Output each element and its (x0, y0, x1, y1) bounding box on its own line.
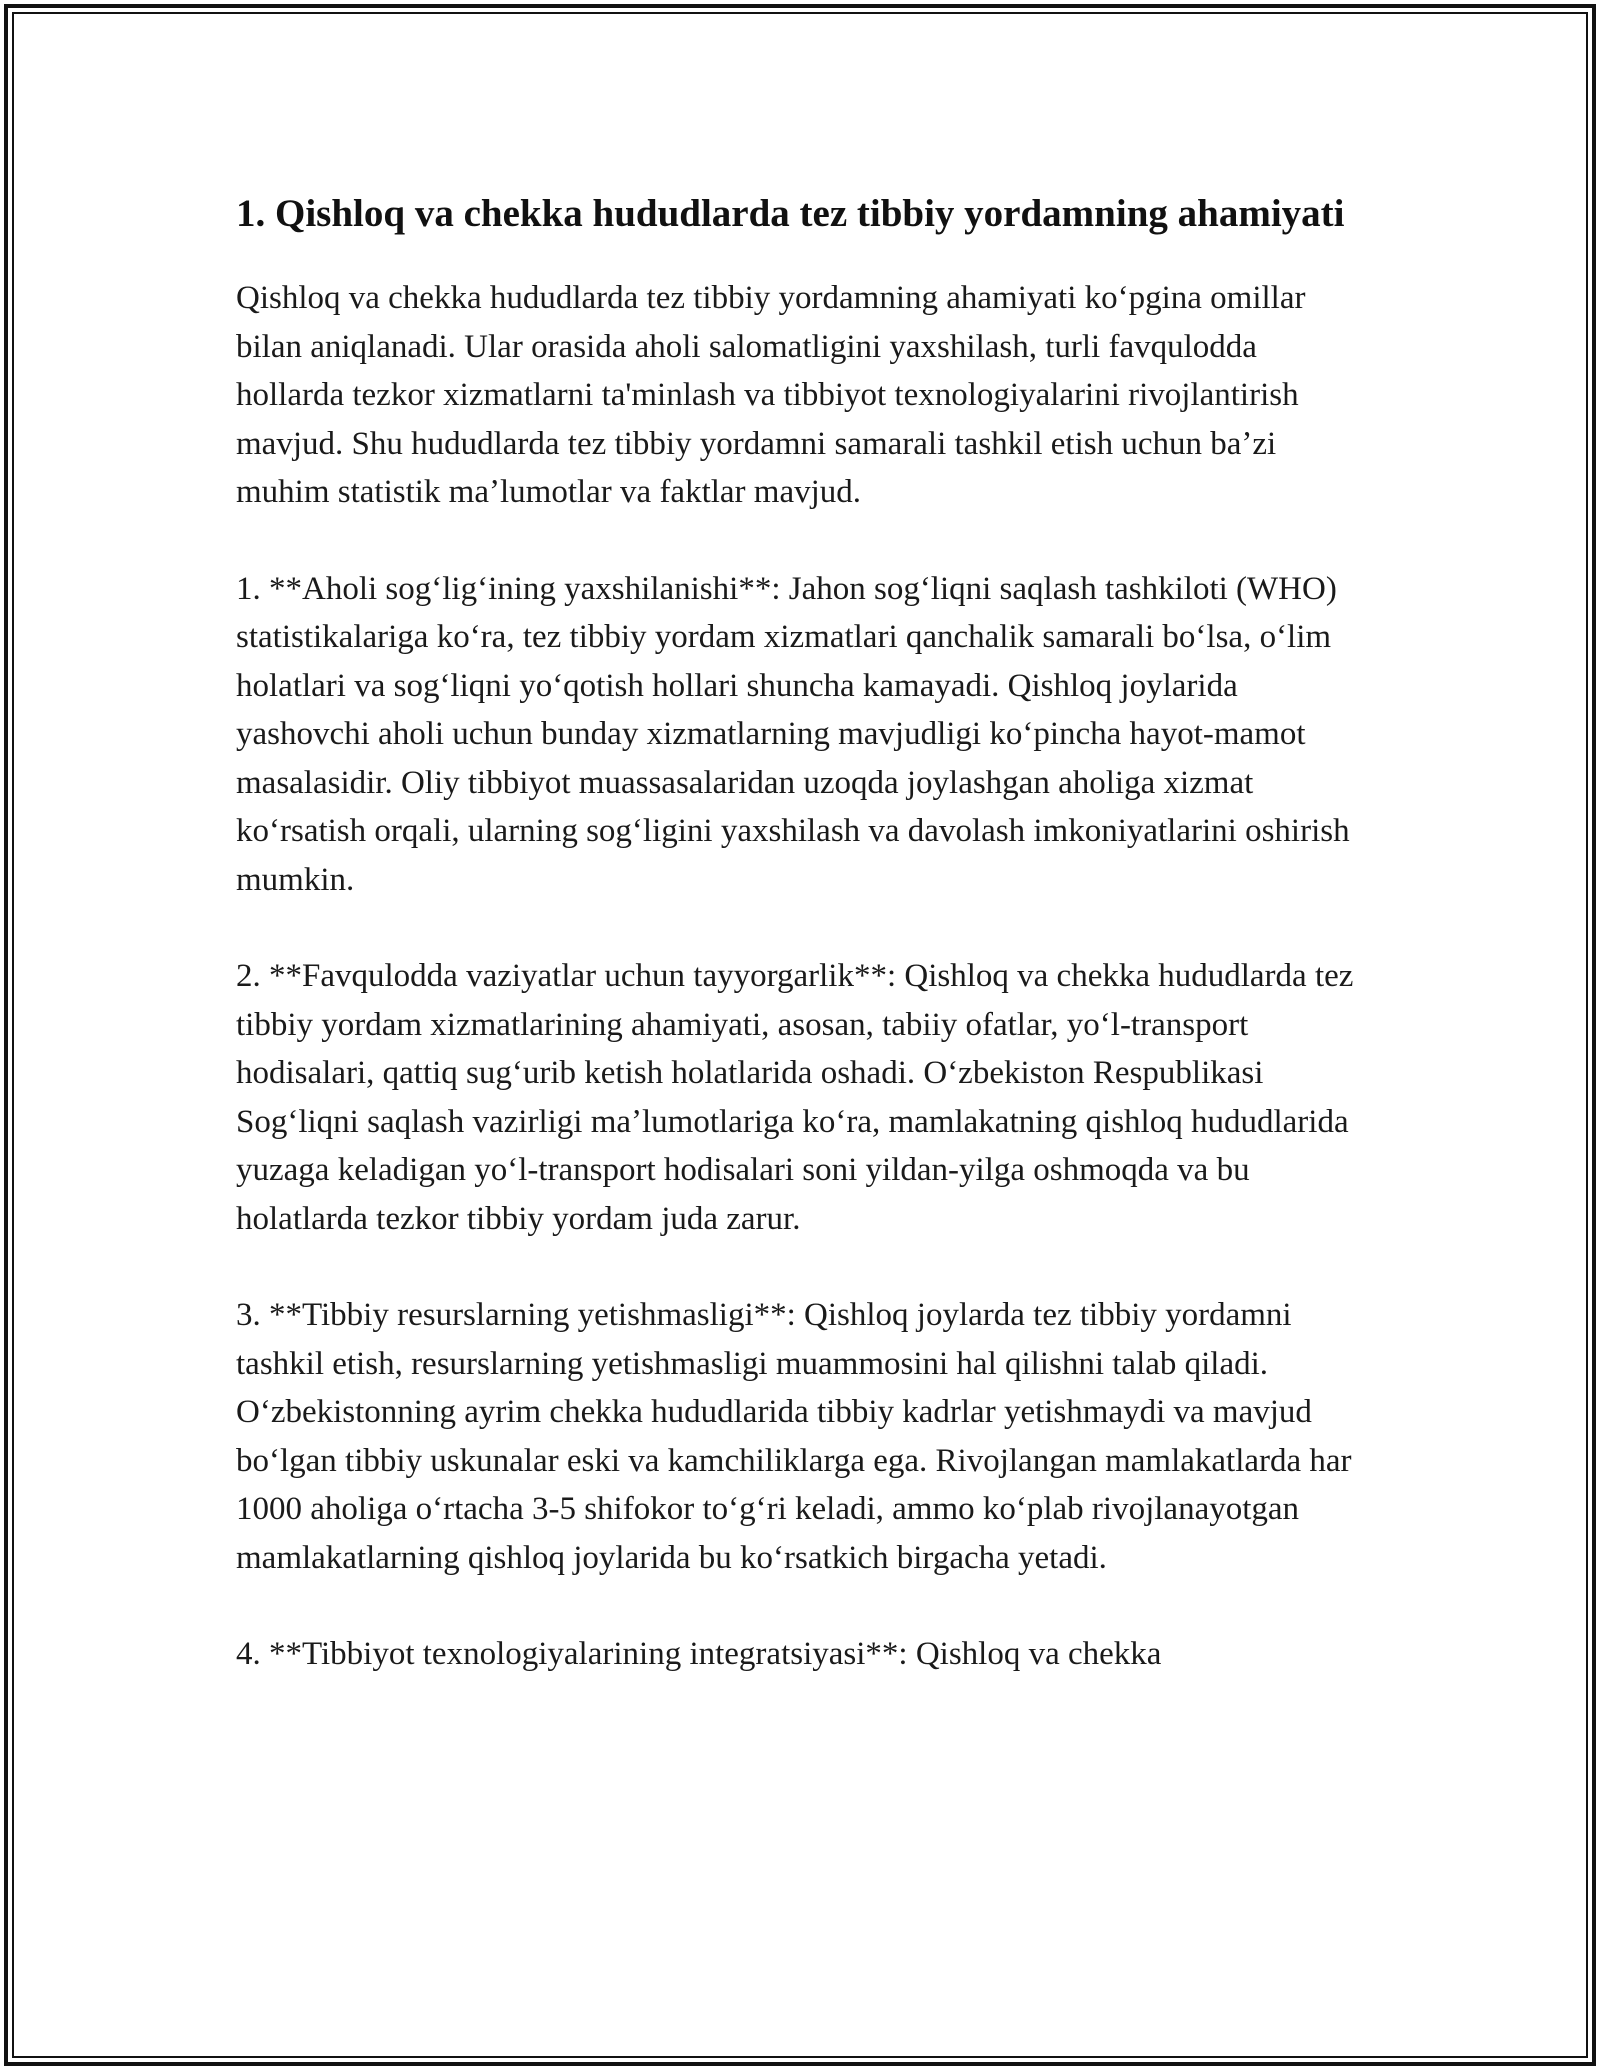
paragraph-item-1: 1. **Aholi sogʻligʻining yaxshilanishi**: Jahon sogʻliqni saqlash tashkiloti (WHO) statistikalariga koʻra, tez tibbiy yordam xizmatlari qanchalik samarali boʻlsa, oʻlim holatlari va sogʻliqni yoʻqotish hollari shuncha kamayadi. Qishloq joylarida yashovchi aholi uchun bunday xizmatlarning mavjudligi koʻpincha hayot-mamot masalasidir. Oliy tibbiyot muassasalaridan uzoqda joylashgan aholiga xizmat koʻrsatish orqali, ularning sogʻligini yaxshilash va davolash imkoniyatlarini oshirish mumkin. (236, 570, 1350, 898)
paragraph-item-2: 2. **Favqulodda vaziyatlar uchun tayyorgarlik**: Qishloq va chekka hududlarda tez tibbiy yordam xizmatlarining ahamiyati, asosan, tabiiy ofatlar, yoʻl-transport hodisalari, qattiq sugʻurib ketish holatlarida oshadi. Oʻzbekiston Respublikasi Sogʻliqni saqlash vazirligi maʼlumotlariga koʻra, mamlakatning qishloq hududlarida yuzaga keladigan yoʻl-transport hodisalari soni yildan-yilga oshmoqda va bu holatlarda tezkor tibbiy yordam juda zarur. (236, 958, 1354, 1237)
document-body (236, 186, 1372, 1727)
intro-paragraph: Qishloq va chekka hududlarda tez tibbiy yordamning ahamiyati koʻpgina omillar bilan aniqlanadi. Ular orasida aholi salomatligini yaxshilash, turli favqulodda hollarda tezkor xizmatlarni ta'minlash va tibbiyot texnologiyalarini rivojlantirish mavjud. Shu hududlarda tez tibbiy yordamni samarali tashkil etish uchun baʼzi muhim statistik maʼlumotlar va faktlar mavjud. (236, 280, 1306, 510)
paragraph-item-4: 4. **Tibbiyot texnologiyalarining integratsiyasi**: Qishloq va chekka (236, 1636, 1162, 1672)
document-title: 1. Qishloq va chekka hududlarda tez tibbiy yordamning ahamiyati (236, 192, 1345, 235)
paragraph-item-3: 3. **Tibbiy resurslarning yetishmasligi**: Qishloq joylarda tez tibbiy yordamni tashkil etish, resurslarning yetishmasligi muammosini hal qilishni talab qiladi. Oʻzbekistonning ayrim chekka hududlarida tibbiy kadrlar yetishmaydi va mavjud boʻlgan tibbiy uskunalar eski va kamchiliklarga ega. Rivojlangan mamlakatlarda har 1000 aholiga oʻrtacha 3-5 shifokor toʻgʻri keladi, ammo koʻplab rivojlanayotgan mamlakatlarning qishloq joylarida bu koʻrsatkich birgacha yetadi. (236, 1297, 1352, 1576)
